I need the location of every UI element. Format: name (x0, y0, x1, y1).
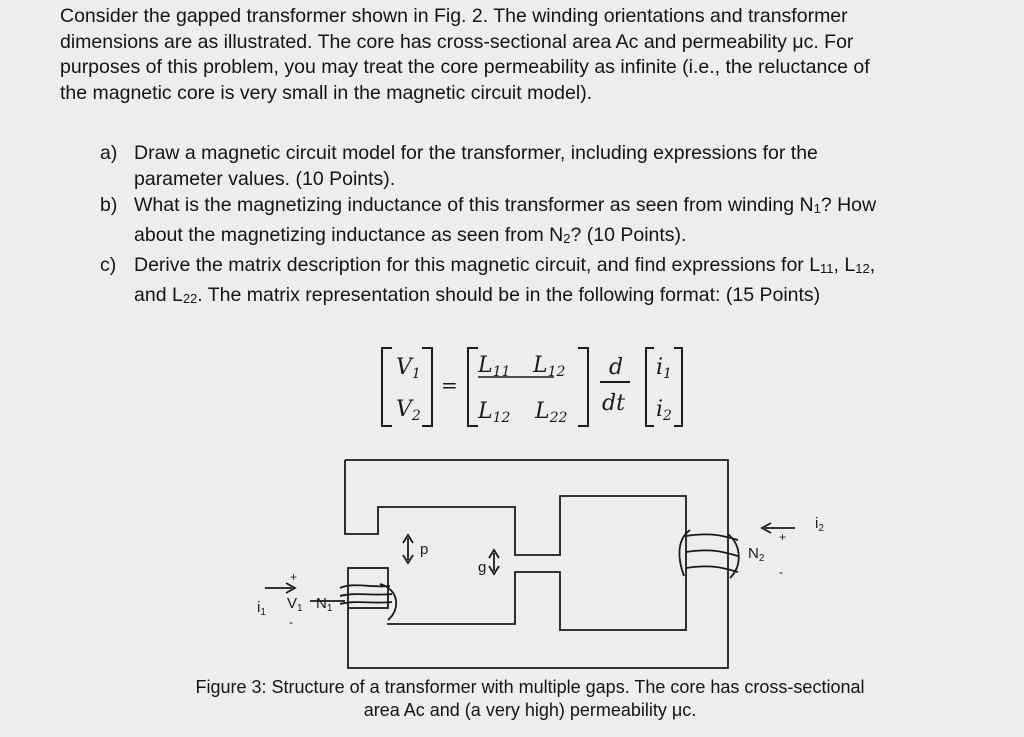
gap-p-label: p (420, 541, 429, 558)
v2-symbol: V2 (396, 397, 421, 424)
question-text: Derive the matrix description for this magnetic circuit, and find expressions for L (134, 254, 821, 276)
derivative-numerator: d (609, 355, 624, 380)
equals-sign: = (441, 373, 458, 397)
v1-symbol: V1 (396, 355, 421, 382)
core-outer-outline (345, 460, 728, 668)
L11-symbol: L11 (478, 353, 511, 380)
question-text: ? (10 Points). (570, 224, 687, 246)
v2-plus-sign: + (779, 530, 787, 544)
current-i1-arrow (265, 583, 295, 593)
i1-label: $i_1$ (257, 599, 266, 618)
question-text: What is the magnetizing inductance of this transformer as seen from winding N (134, 194, 814, 216)
v1-plus-sign: + (290, 570, 298, 584)
question-label: c) (100, 254, 117, 276)
subscript: 2 (563, 231, 571, 246)
L12-symbol: L12 (533, 353, 566, 380)
derivative-denominator: dt (602, 391, 625, 416)
question-text: , and L (134, 254, 876, 306)
gap-g-arrow (489, 550, 499, 574)
L21-symbol: L12 (478, 399, 511, 426)
question-label: b) (100, 194, 118, 216)
figure-caption: Figure 3: Structure of a transformer with multiple gaps. The core has cross-sectional area Ac and (a very high) permeability μc. (195, 677, 865, 720)
question-text: ? How about the magnetizing inductance as seen from N (134, 194, 877, 246)
winding-n2 (679, 530, 738, 578)
gap-p-arrow (403, 535, 413, 563)
v1-minus-sign: - (289, 615, 293, 629)
question-text: Draw a magnetic circuit model for the transformer, including expressions for the parameter values. (10 Points). (134, 142, 818, 190)
i1-symbol: i1 (656, 355, 672, 382)
subscript: 11 (820, 261, 834, 276)
n2-label: $N_2$ (748, 545, 765, 564)
subscript: 12 (855, 261, 870, 276)
subscript: 1 (813, 201, 821, 216)
intro-paragraph: Consider the gapped transformer shown in Fig. 2. The winding orientations and transformer dimensions are as illustrated. The core has cross-sectional area Ac and permeability μc. For purposes of this problem, you may treat the core permeability as infinite (i.e., the reluctance of the magnetic core is very small in the magnetic circuit model). (60, 5, 870, 104)
subscript: 22 (182, 291, 198, 306)
question-text: , L (833, 254, 856, 276)
gap-g-label: g (478, 559, 487, 576)
i2-label: $i_2$ (815, 515, 824, 534)
i2-symbol: i2 (656, 397, 672, 424)
winding-n1 (310, 568, 396, 620)
v1-label: $V_1$ (287, 595, 303, 614)
v2-minus-sign: - (779, 565, 783, 579)
n1-label: $N_1$ (316, 595, 333, 614)
question-label: a) (100, 142, 118, 164)
question-text: . The matrix representation should be in the following format: (15 Points) (197, 284, 821, 306)
L22-symbol: L22 (535, 399, 568, 426)
